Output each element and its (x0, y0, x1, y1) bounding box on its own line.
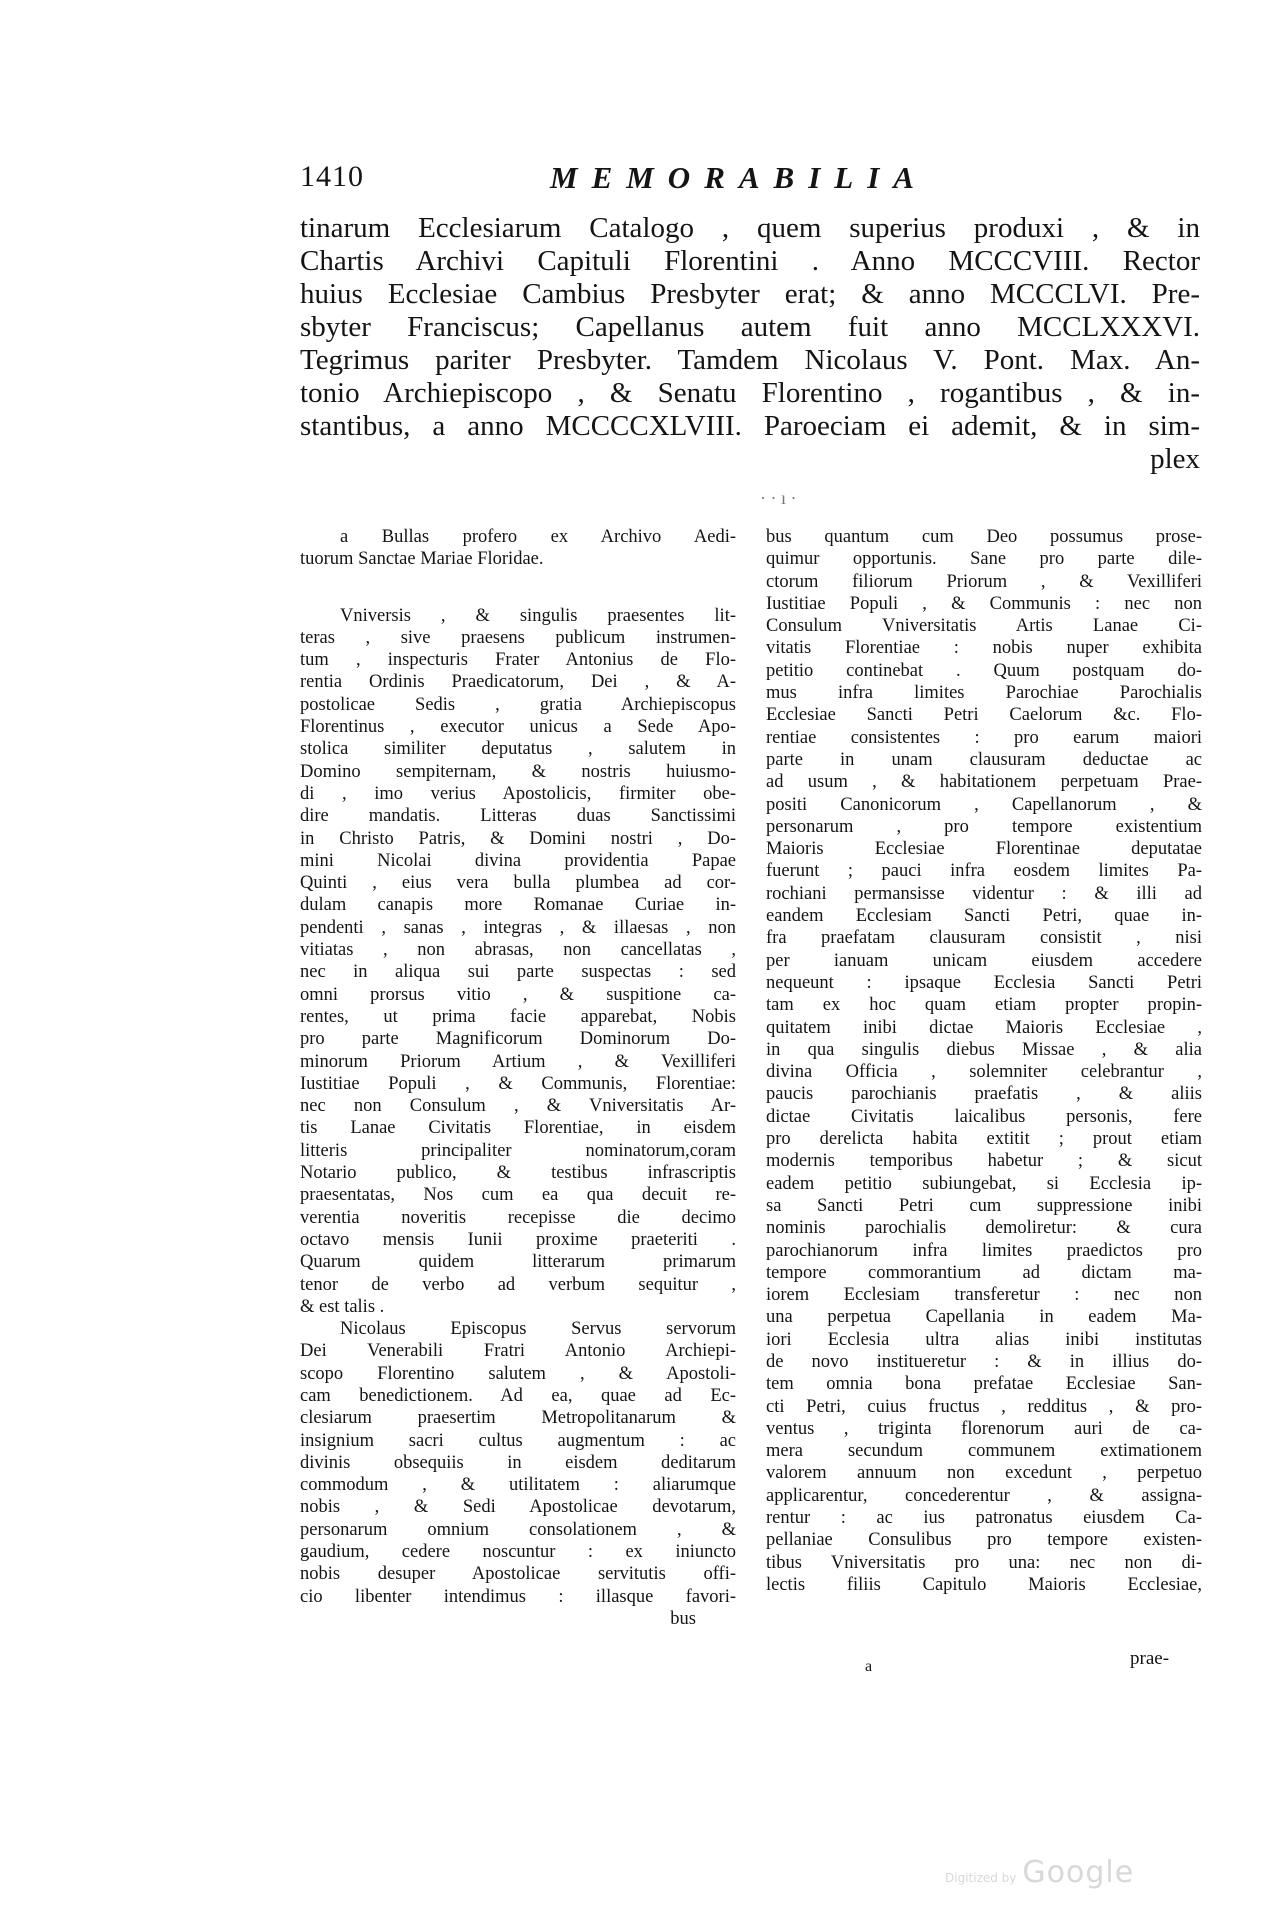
column-text-line: tuorum Sanctae Mariae Floridae. (300, 549, 544, 570)
column-text-line: sa Sancti Petri cum suppressione inibi (766, 1195, 1202, 1216)
column-text-line: ad usum , & habitationem perpetuam Prae- (766, 772, 1202, 793)
column-text-line: cti Petri, cuius fructus , redditus , & pro- (766, 1396, 1202, 1417)
column-text-line: divina Officia , solemniter celebrantur , (766, 1062, 1202, 1083)
column-text-line: nobis desuper Apostolicae servitutis offi- (300, 1564, 736, 1585)
column-text-line: nominis parochialis demoliretur: & cura (766, 1218, 1202, 1239)
column-text-line: tempore commorantium ad dictam ma- (766, 1262, 1202, 1283)
column-text-line: di , imo verius Apostolicis, firmiter obe- (300, 783, 736, 804)
column-text-line: Vniversis , & singulis praesentes lit- (340, 605, 736, 626)
column-text-line: octavo mensis Iunii proxime praeteriti . (300, 1229, 736, 1250)
column-gap (300, 571, 736, 605)
signature-mark: a (865, 1658, 873, 1675)
column-text-line: Domino sempiternam, & nostris huiusmo- (300, 761, 736, 782)
column-text-line: pro derelicta habita extitit ; prout etiam (766, 1129, 1202, 1150)
digitized-watermark (945, 1855, 1134, 1890)
catchword-right-column: prae- (1130, 1648, 1170, 1669)
catchword-main: plex (1150, 443, 1200, 475)
column-text-line: stolica similiter deputatus , salutem in (300, 739, 736, 760)
column-text-line: rentiae consistentes : pro earum maiori (766, 727, 1202, 748)
column-text-line: omni prorsus vitio , & suspitione ca- (300, 984, 736, 1005)
column-text-line: nobis , & Sedi Apostolicae devotarum, (300, 1497, 736, 1518)
column-text-line: insignium sacri cultus augmentum : ac (300, 1430, 736, 1451)
column-text-line: in Christo Patris, & Domini nostri , Do- (300, 828, 736, 849)
column-text-line: tenor de verbo ad verbum sequitur , (300, 1274, 736, 1295)
watermark-prefix: Digitized by (945, 1871, 1017, 1885)
column-text-line: mus infra limites Parochiae Parochialis (766, 683, 1202, 704)
column-text-line: gaudium, cedere noscuntur : ex iniuncto (300, 1542, 736, 1563)
column-text-line: petitio continebat . Quum postquam do- (766, 660, 1202, 681)
column-text-line: cio libenter intendimus : illasque favori- (300, 1586, 736, 1607)
left-column (300, 526, 736, 1630)
column-text-line: Iustitiae Populi , & Communis : nec non (766, 593, 1202, 614)
column-text-line: iorem Ecclesiam transferetur : nec non (766, 1285, 1202, 1306)
column-text-line: praesentatas, Nos cum ea qua decuit re- (300, 1185, 736, 1206)
column-text-line: pro parte Magnificorum Dominorum Do- (300, 1029, 736, 1050)
column-text-line: Florentinus , executor unicus a Sede Apo- (300, 717, 736, 738)
column-text-line: de novo institueretur : & in illius do- (766, 1351, 1202, 1372)
column-text-line: eadem petitio subiungebat, si Ecclesia ip- (766, 1173, 1202, 1194)
running-head: MEMORABILIA (550, 160, 928, 195)
column-text-line: una perpetua Capellania in eadem Ma- (766, 1307, 1202, 1328)
page-number: 1410 (300, 160, 364, 193)
column-text-line: & est talis . (300, 1296, 385, 1317)
column-text-line: clesiarum praesertim Metropolitanarum & (300, 1408, 736, 1429)
main-text-line: huius Ecclesiae Cambius Presbyter erat; & anno MCCCLVI. Pre- (300, 278, 1200, 310)
main-text-line: tinarum Ecclesiarum Catalogo , quem superius produxi , & in (300, 212, 1200, 244)
column-text-line: personarum omnium consolationem , & (300, 1519, 736, 1540)
column-text-line: quimur opportunis. Sane pro parte dile- (766, 549, 1202, 570)
column-text-line: iori Ecclesia ultra alias inibi institutas (766, 1329, 1202, 1350)
column-text-line: nec non Consulum , & Vniversitatis Ar- (300, 1096, 736, 1117)
column-text-line: commodum , & utilitatem : aliarumque (300, 1475, 736, 1496)
column-text-line: ctorum filiorum Priorum , & Vexilliferi (766, 571, 1202, 592)
footnote-divider-mark: · · ı · (760, 488, 797, 508)
column-text-line: fuerunt ; pauci infra eosdem limites Pa- (766, 861, 1202, 882)
column-text-line: per ianuam unicam eiusdem accedere (766, 950, 1202, 971)
column-text-line: ventus , triginta florenorum auri de ca- (766, 1418, 1202, 1439)
column-text-line: dire mandatis. Litteras duas Sanctissimi (300, 806, 736, 827)
column-text-line: pendenti , sanas , integras , & illaesas , non (300, 917, 736, 938)
column-text-line: bus (670, 1608, 696, 1629)
column-text-line: pellaniae Consulibus pro tempore existen- (766, 1530, 1202, 1551)
column-text-line: postolicae Sedis , gratia Archiepiscopus (300, 694, 736, 715)
column-text-line: modernis temporibus habetur ; & sicut (766, 1151, 1202, 1172)
column-text-line: applicarentur, concederentur , & assigna- (766, 1485, 1202, 1506)
column-text-line: scopo Florentino salutem , & Apostoli- (300, 1363, 736, 1384)
column-text-line: Consulum Vniversitatis Artis Lanae Ci- (766, 616, 1202, 637)
watermark-logo: Google (1022, 1855, 1135, 1890)
column-text-line: valorem annuum non excedunt , perpetuo (766, 1463, 1202, 1484)
main-text-line: tonio Archiepiscopo , & Senatu Florentino , rogantibus , & in- (300, 377, 1200, 409)
column-text-line: minorum Priorum Artium , & Vexilliferi (300, 1051, 736, 1072)
column-text-line: rentia Ordinis Praedicatorum, Dei , & A- (300, 672, 736, 693)
main-text-block (300, 212, 1200, 476)
column-text-line: bus quantum cum Deo possumus prose- (766, 527, 1202, 547)
column-text-line: rochiani permansisse videntur : & illi ad (766, 883, 1202, 904)
footnote-columns (300, 526, 1200, 1676)
column-text-line: Notario publico, & testibus infrascriptis (300, 1163, 736, 1184)
column-text-line: eandem Ecclesiam Sancti Petri, quae in- (766, 906, 1202, 927)
column-text-line: rentes, ut prima facie apparebat, Nobis (300, 1006, 736, 1027)
column-text-line: tum , inspecturis Frater Antonius de Flo- (300, 650, 736, 671)
page-header (300, 160, 1200, 210)
main-text-line: sbyter Franciscus; Capellanus autem fuit anno MCCLXXXVI. (300, 311, 1200, 343)
main-text-line: Chartis Archivi Capituli Florentini . Anno MCCCVIII. Rector (300, 245, 1200, 277)
column-text-line: vitatis Florentiae : nobis nuper exhibita (766, 638, 1202, 659)
column-text-line: Maioris Ecclesiae Florentinae deputatae (766, 839, 1202, 860)
column-text-line: Ecclesiae Sancti Petri Caelorum &c. Flo- (766, 705, 1202, 726)
column-text-line: Nicolaus Episcopus Servus servorum (340, 1319, 736, 1340)
column-text-line: paucis parochianis praefatis , & aliis (766, 1084, 1202, 1105)
column-text-line: Quinti , eius vera bulla plumbea ad cor- (300, 873, 736, 894)
column-text-line: litteris principaliter nominatorum,coram (300, 1140, 736, 1161)
column-text-line: dulam canapis more Romanae Curiae in- (300, 895, 736, 916)
column-text-line: quitatem inibi dictae Maioris Ecclesiae , (766, 1017, 1202, 1038)
column-text-line: dictae Civitatis laicalibus personis, fere (766, 1106, 1202, 1127)
column-text-line: parte in unam clausuram deductae ac (766, 749, 1202, 770)
column-text-line: parochianorum infra limites praedictos pro (766, 1240, 1202, 1261)
column-text-line: Dei Venerabili Fratri Antonio Archiepi- (300, 1341, 736, 1362)
column-text-line: Iustitiae Populi , & Communis, Florentiae: (300, 1073, 736, 1094)
column-text-line: verentia noveritis recepisse die decimo (300, 1207, 736, 1228)
column-text-line: in qua singulis diebus Missae , & alia (766, 1039, 1202, 1060)
column-text-line: mini Nicolai divina providentia Papae (300, 850, 736, 871)
column-text-line: lectis filiis Capitulo Maioris Ecclesiae, (766, 1574, 1202, 1595)
column-text-line: fra praefatam clausuram consistit , nisi (766, 928, 1202, 949)
column-text-line: teras , sive praesens publicum instrumen- (300, 627, 736, 648)
column-text-line: a Bullas profero ex Archivo Aedi- (340, 527, 736, 547)
column-text-line: tis Lanae Civitatis Florentiae, in eisdem (300, 1118, 736, 1139)
column-text-line: tam ex hoc quam etiam propter propin- (766, 995, 1202, 1016)
column-text-line: personarum , pro tempore existentium (766, 816, 1202, 837)
column-text-line: nec in aliqua sui parte suspectas : sed (300, 962, 736, 983)
column-text-line: mera secundum communem extimationem (766, 1441, 1202, 1462)
right-column (766, 526, 1202, 1596)
column-text-line: vitiatas , non abrasas, non cancellatas , (300, 940, 736, 961)
column-text-line: positi Canonicorum , Capellanorum , & (766, 794, 1202, 815)
column-text-line: nequeunt : ipsaque Ecclesia Sancti Petri (766, 972, 1202, 993)
column-text-line: rentur : ac ius patronatus eiusdem Ca- (766, 1508, 1202, 1529)
column-text-line: tem omnia bona prefatae Ecclesiae San- (766, 1374, 1202, 1395)
column-text-line: Quarum quidem litterarum primarum (300, 1252, 736, 1273)
column-text-line: cam benedictionem. Ad ea, quae ad Ec- (300, 1385, 736, 1406)
column-text-line: tibus Vniversitatis pro una: nec non di- (766, 1552, 1202, 1573)
main-text-line: stantibus, a anno MCCCCXLVIII. Paroeciam ei ademit, & in sim- (300, 410, 1200, 442)
main-text-line: Tegrimus pariter Presbyter. Tamdem Nicolaus V. Pont. Max. An- (300, 344, 1200, 376)
column-text-line: divinis obsequiis in eisdem deditarum (300, 1452, 736, 1473)
